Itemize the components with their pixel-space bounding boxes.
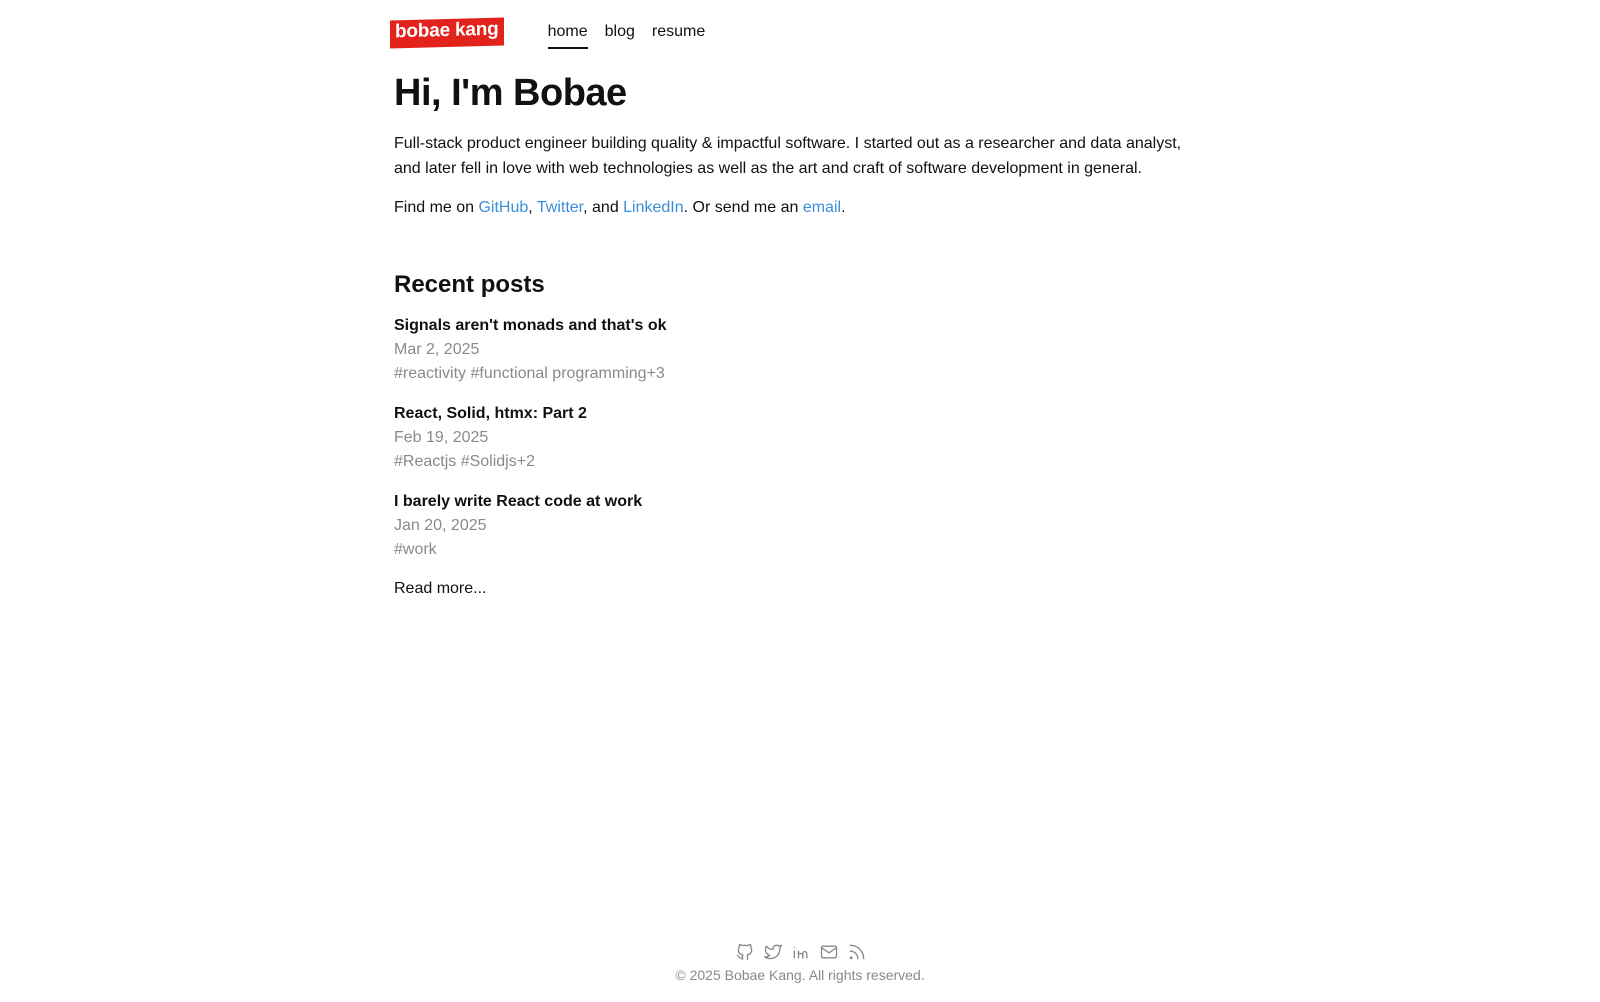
post-date: Feb 19, 2025 <box>394 429 489 446</box>
post-item <box>394 402 1184 474</box>
site-footer <box>0 942 1600 984</box>
email-link[interactable]: email <box>802 199 842 216</box>
nav-blog-link[interactable]: blog <box>604 23 635 40</box>
intro-paragraph: Full-stack product engineer building quality & impactful software. I started out as a researcher and data analyst, and later fell in love with web technologies as well as the art and craft of software development in general. <box>394 135 1182 177</box>
linkedin-link[interactable]: LinkedIn <box>623 199 684 216</box>
mail-icon[interactable] <box>819 942 839 962</box>
separator-text: , <box>528 199 537 216</box>
post-date: Jan 20, 2025 <box>394 517 487 534</box>
twitter-icon[interactable] <box>763 942 783 962</box>
post-date: Mar 2, 2025 <box>394 341 480 358</box>
post-title-link[interactable]: React, Solid, htmx: Part 2 <box>394 405 587 422</box>
main-content <box>394 70 1184 601</box>
recent-posts-heading: Recent posts <box>394 271 545 298</box>
github-icon[interactable] <box>735 942 755 962</box>
linkedin-icon[interactable] <box>791 942 811 962</box>
post-tags: #Reactjs #Solidjs+2 <box>394 453 535 470</box>
rss-icon[interactable] <box>847 942 867 962</box>
find-prefix-text: Find me on <box>394 199 479 216</box>
find-suffix-text: . <box>841 199 846 216</box>
read-more-link[interactable]: Read more... <box>394 580 487 597</box>
nav-home-link[interactable]: home <box>548 23 588 49</box>
social-links-paragraph <box>394 196 1184 220</box>
post-tags: #work <box>394 541 437 558</box>
copyright-text: © 2025 Bobae Kang. All rights reserved. <box>675 967 925 983</box>
recent-posts-list <box>394 314 1184 562</box>
separator-text: , and <box>583 199 624 216</box>
footer-social-icons <box>2 942 1600 964</box>
page-title: Hi, I'm Bobae <box>394 72 627 114</box>
main-nav <box>548 23 723 49</box>
post-item <box>394 314 1184 386</box>
post-tags: #reactivity #functional programming+3 <box>394 365 665 382</box>
site-header <box>390 18 722 50</box>
post-item <box>394 490 1184 562</box>
nav-resume-link[interactable]: resume <box>651 23 706 40</box>
twitter-link[interactable]: Twitter <box>536 199 584 216</box>
post-title-link[interactable]: I barely write React code at work <box>394 493 643 510</box>
find-mid-text: . Or send me an <box>683 199 803 216</box>
post-title-link[interactable]: Signals aren't monads and that's ok <box>394 317 667 334</box>
site-logo[interactable]: bobae kang <box>390 18 504 49</box>
github-link[interactable]: GitHub <box>478 199 529 216</box>
